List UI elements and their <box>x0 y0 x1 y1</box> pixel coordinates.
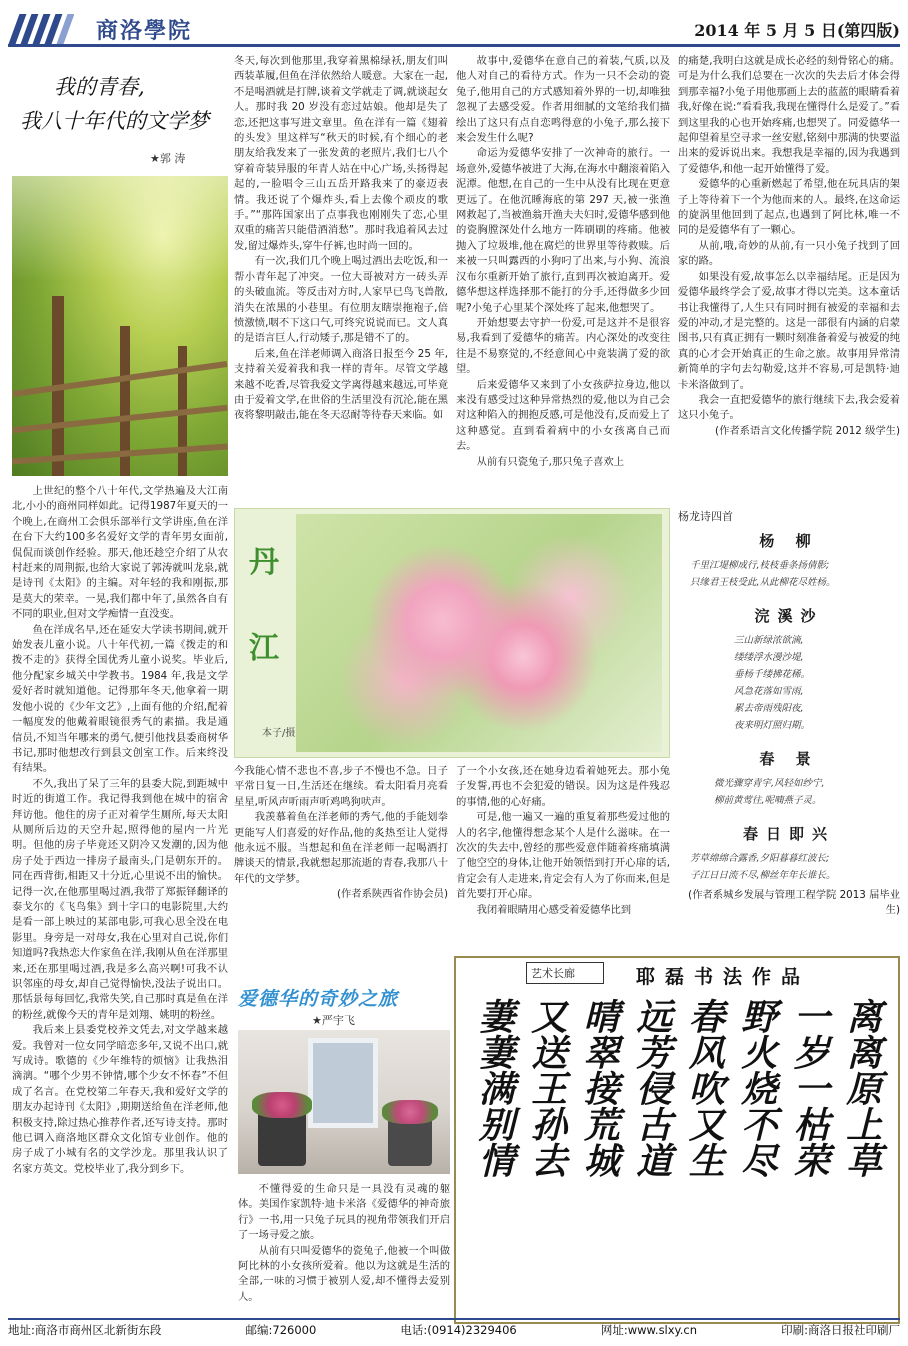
article2-paragraph: 从前,哦,奇妙的从前,有一只小兔子找到了回家的路。 <box>678 239 900 268</box>
calligraphy-column: 萋萋满别情 <box>473 998 516 1178</box>
article2-paragraph: 后来爱德华又来到了小女孩萨拉身边,他以来没有感受过这种异常热烈的爱,他以为自己会对这种陷入的拥抱反感,可是他没有,反而爱上了这种感觉。直到看着病中的小女孩离自己而去。 <box>456 378 670 453</box>
newspaper-name: 商洛學院 <box>96 18 193 44</box>
article1-paragraph: 后来,鱼在洋老师调入商洛日报至今 25 年,支持着关爱着我和我一样的青年。尽管文学越来越不吃香,尽管我爱文学离得越来越远,可毕竟由于爱着文学,在世俗的生活里没有沉沦,能在黑夜将黎明敲击,能在冬天忍耐等待春天来临。如 <box>234 347 448 422</box>
poem-line: 千里江堤柳成行,枝枝垂条扬倩影; <box>690 560 830 571</box>
article2-paragraph: 从前有只瓷兔子,那只兔子喜欢上 <box>476 455 625 468</box>
article2-paragraph: 可是,他一遍又一遍的重复着那些爱过他的人的名字,他懂得想念某个人是什么滋味。在一次次的失去中,曾经的那些爱意伴随着疼痛填满了他空空的身体,让他开始领悟到打开心扉的话,肯定会有人走进来,肯定会有人为了你而来,但是首先要打开心扉。 <box>456 811 670 901</box>
poem-line: 子江日日流不尽,柳丝年年长谁长。 <box>690 870 836 881</box>
article2-paragraph: 命运为爱德华安排了一次神奇的旅行。一场意外,爱德华被进了大海,在海水中翻滚着陷入泥潭。他想,在自己的一生中从没有比现在更意更远了。在他沉睡海底的第 297 天,被一张渔网救起了,当被渔翁开渔夫夫妇时,爱德华感到他的瓷胸膛深处什么地方一阵刷刷的疼痛。他被抛入了垃圾堆,他在腐烂的世界里等待救赎。后来被一只叫露西的小狗叼了出来,与小狗、流浪汉布尔重新开始了旅行,直到再次被迫离开。爱德华想这样选择那不能打的分手,还得做多少回呢?小兔子心里某个深处疼了起来,他想哭了。 <box>456 147 670 314</box>
article1-paragraph: 今我能心情不悲也不喜,步子不慢也不急。日子平常日复一日,生活还在继续。看太阳看月亮看星星,听风声听雨声听鸡鸣狗吠声。 <box>234 765 448 808</box>
article2-paragraph: 了一个小女孩,还在她身边看着她死去。那小兔子发誓,再也不会犯爱的错误。因为这是件残忍的事情,他的心好痛。 <box>456 765 670 808</box>
calligraphy-artwork <box>460 992 896 1320</box>
calligraphy-title: 耶磊书法作品 <box>636 966 811 988</box>
footer-rule <box>8 1318 900 1320</box>
article1-paragraph: 有一次,我们几个晚上喝过酒出去吃饭,和一帮小青年起了冲突。一位大哥被对方一砖头弄的头破血流。等反击对方时,人家早已鸟飞兽散,消失在浓黑的小巷里。有位朋友瞎崇拖袍子,倍愤激愤,咽不下这口气,可终究说说而已。文人真的是语言巨人,行动矮子,那是错不了的。 <box>234 255 448 345</box>
calligraphy-column: 远芳侵古道 <box>630 998 673 1178</box>
article1-paragraph: 鱼在洋成名早,还在延安大学读书期间,就开始发表儿童小说。八十年代初,一篇《拨走的和拨不走的》获得全国优秀儿童小说奖。毕业后,他分配家乡城关中学教书。1984 年,我是文学爱好者时就知道他。记得那年冬天,他拿着一期发他小说的《少年文艺》,上面有他的介绍,配着一幅度发的他戴着眼镜很秀气的素描。我是通信员,不知当年哪来的勇气,便引他找县委商树华书记,那时他想改行到县文创室工作。后来终没有结果。 <box>12 623 228 775</box>
article1-paragraph: 冬天,每次到他那里,我穿着黑棉绿袄,朋友们叫西装革履,但鱼在洋依然给人暖意。大家在一起,不是喝酒就是打牌,谈着文学就走了调,就谈起女人。那时我 20 岁没有恋过姑娘。他却是失了恋,还把这事写进文章里。鱼在洋有一篇《翅着的头发》里这样写“秋天的时候,有个细心的老朋友给我发来了一张发黄的老照片,我们七八个穿着奇装异服的年青人站在中心广场,头扬得起起的,一脸唱令三山五岳开路我来了的豪迈表情。我还说了个爆炸头,看上去像个顽皮的歌手。”“那阵国家出了点事我也刚刚失了恋,心里双重的痛苦只能借酒消愁”。那时我追着风去过发,留过爆炸头,穿牛仔裤,也时尚一回的。 <box>234 55 448 252</box>
danjiang-title <box>244 540 284 720</box>
article1-title <box>20 70 230 148</box>
article2-paragraph: 爱德华的心重新燃起了希望,他在玩具店的架子上等待着下一个为他而来的人。最终,在这命运的旋涡里他回到了起点,也遇到了阿比林,唯一不同的是爱德华有了一颗心。 <box>678 178 900 237</box>
masthead-stripes-icon <box>8 14 74 44</box>
poem-title: 杨 柳 <box>759 532 819 550</box>
poem-line: 夜来明灯照归期。 <box>734 720 811 731</box>
article1-paragraph: 我羡慕着鱼在洋老师的秀气,他的手能划拳更能写人们喜爱的好作品,他的炙热至让人觉得他永远不服。当想起和鱼在洋老师一起喝酒打牌谈天的情景,我就想起那流逝的青春,我那八十年代的文学梦。 <box>234 811 448 885</box>
article2-column5 <box>456 764 670 954</box>
calligraphy-column: 一岁一枯荣 <box>788 998 831 1178</box>
calligraphy-column: 野火烧不尽 <box>735 998 778 1178</box>
article1-paragraph: 不久,我出了呆了三年的县委大院,到距城中时近的街道工作。我记得我到他在城中的宿舍拜访他。他住的房子正对着学生厕所,每天太阳从厕所后边的天空升起,照得他的屋内一片光明。但他的房子毕竟还又阴冷又发潮的,因为他房子处于西边一排房子最南头,门是朝东开的。同在西背街,相距又十分近,心里说不出的愉快。记得一次,在他那里喝过酒,我带了郑振铎翻译的泰戈尔的《飞鸟集》到十字口的电影院里,大约是看一部上映过的某部电影,可我心思全没在电影里。身旁是一对母女,我在心里对自己说,你们知道吗?我热恋大作家鱼在洋,我刚从鱼在洋那里来,还在那里喝过酒,我是多么高兴啊!可我不认识邻座的母女,却自己觉得愉快,没法子说出口。那恬景每每回忆,我常失笑,自己那时真是鱼在洋的粉丝,就像今天的青年是刘翔、姚明的粉丝。 <box>12 777 228 1021</box>
art-gallery-tag: 艺术长廊 <box>526 962 604 984</box>
article2-paragraph: 开始想要去守护一份爱,可是这并不是很容易,我看到了爱德华的痛苦。内心深处的改变往往是不易察觉的,不经意间心中竟装满了爱的欲望。 <box>456 316 670 376</box>
poem-line: 柳前黄莺往,呢喃燕子灵。 <box>714 795 822 806</box>
article1-title-line2: 我八十年代的文学梦 <box>20 109 209 133</box>
flower-window-photo <box>238 1030 450 1174</box>
article2-paragraph: 故事中,爱德华在意自己的着装,气质,以及他人对自己的看待方式。作为一只不会动的瓷兔子,他用自己的方式感知着外界的一切,却唯独忽视了去感受爱。作者用细腻的文笔给我们描绘出了这只有点自恋鸣得意的小兔子,那么接下来会发生什么呢? <box>456 55 670 145</box>
issue-date: 2014 年 5 月 5 日(第四版) <box>694 21 900 40</box>
poem-line: 风急花落如雪雨, <box>734 686 804 697</box>
article2-paragraph: 我闭着眼睛用心感受着爱德华比到 <box>476 903 632 916</box>
footer-printer: 印刷:商洛日报社印刷厂 <box>781 1323 900 1337</box>
calligraphy-column: 春风吹又生 <box>683 998 726 1178</box>
masthead-rule <box>8 44 900 47</box>
article1-column2-top <box>234 54 448 504</box>
article2-paragraph: 如果没有爱,故事怎么以幸福结尾。正是因为爱德华最终学会了爱,故事才得以完美。这本童话书让我懂得了,人生只有同时拥有被爱的幸福和去爱的冲动,才是完整的。这是一部很有内涵的启蒙图书,只有真正拥有一颗时刻准备着爱与被爱的纯真的心才会开始真正的生命之旅。故事用异常清新简单的字句去勾勒爱,这并不容易,可是凯特·迪卡米洛做到了。 <box>678 270 900 391</box>
poem-title: 春 景 <box>759 750 819 768</box>
article1-column1 <box>12 484 228 1314</box>
poem-line: 微光骤穿青宇,风轻如纱宁, <box>714 778 825 789</box>
danjiang-title-char: 江 <box>249 631 279 666</box>
calligraphy-column: 又送王孙去 <box>525 998 568 1178</box>
article2-column3 <box>456 54 670 504</box>
poem-title: 春日即兴 <box>742 825 835 843</box>
poem-lines <box>678 632 900 734</box>
poem-line: 三山新绿浓欲滴, <box>734 635 804 646</box>
article2-title: 爱德华的奇妙之旅 <box>238 988 399 1010</box>
poem-line: 只缘君王枝受此,从此柳花尽姓杨。 <box>690 577 836 588</box>
poems-section <box>678 508 900 950</box>
cherry-blossom-photo <box>296 514 662 752</box>
article1-paragraph: 我后来上县委党校养文凭去,对文学越来越爱。我曾对一位女同学暗恋多年,又说不出口,就写成诗。歌德的《少年维特的烦恼》让我热泪滴漓。“哪个少男不钟情,哪个少女不怀春”不但成了名言。在党校第二年春天,我和爱好文学的朋友办起诗刊《太阳》,期期送给鱼在洋老师,他积极支持,除过热心推荐作者,还写诗支持。那时他已调入商洛地区群众文化馆专业创作。他的房子成了小城有名的文学沙龙。那里我认识了名家方英文。党校毕业了,我分到乡下。 <box>12 1024 228 1175</box>
poem-lines <box>678 557 900 591</box>
calligraphy-column: 离离原上草 <box>840 998 883 1178</box>
calligraphy-column: 晴翠接荒城 <box>578 998 621 1178</box>
article1-author-note: (作者系陕西省作协会员) <box>336 888 448 901</box>
footer <box>8 1322 900 1342</box>
poems-header: 杨龙诗四首 <box>678 510 733 523</box>
poem-line: 累去帝雨残阳夜, <box>734 703 804 714</box>
fence-photo <box>12 176 228 476</box>
poem-line: 缕缕浮水漫沙堤, <box>734 652 804 663</box>
article2-author: ★严宇飞 <box>312 1014 355 1027</box>
poems-author-note: (作者系城乡发展与管理工程学院 2013 届毕业生) <box>688 889 900 916</box>
article2-paragraph: 不懂得爱的生命只是一具没有灵魂的躯体。美国作家凯特·迪卡米洛《爱德华的神奇旅行》一书,用一只兔子玩具的视角带领我们开启了一场寻爱之旅。 <box>238 1183 450 1242</box>
article2-column4 <box>678 54 900 504</box>
article1-column2-bottom <box>234 764 448 954</box>
article1-author: ★郭 涛 <box>150 152 186 165</box>
article2-column6 <box>238 1182 450 1314</box>
poem-line: 垂杨千缕拂花稀。 <box>734 669 811 680</box>
poem-title: 浣溪沙 <box>754 607 824 625</box>
footer-phone: 电话:(0914)2329406 <box>400 1323 517 1337</box>
footer-postcode: 邮编:726000 <box>245 1323 317 1337</box>
footer-website[interactable]: 网址:www.slxy.cn <box>600 1323 697 1337</box>
article1-paragraph: 上世纪的整个八十年代,文学热遍及大江南北,小小的商州同样如此。记得1987年夏天的一个晚上,在商州工会俱乐部举行文学讲座,鱼在洋在台下大约100多名爱好文学的青年男女面前,侃侃而谈创作经验。那天,他还趁空介绍了从农村赶来的周荆振,也给大家说了郭涛就叫龙泉,就是诗刊《太阳》的主编。对年轻的我和刚振,那是莫大的荣幸。一晃,我们都中年了,虽然各自有不同的职业,但对文学痴情一直没变。 <box>12 485 228 621</box>
footer-address: 地址:商洛市商州区北新街东段 <box>8 1323 162 1337</box>
danjiang-title-char: 丹 <box>249 545 279 580</box>
article2-paragraph: 从前有只叫爱德华的瓷兔子,他被一个叫做阿比林的小女孩所爱着。他以为这就是生活的全部,一味的习惯于被别人爱,却不懂得去爱别人。 <box>238 1244 450 1303</box>
poem-lines <box>678 775 900 809</box>
poem-lines <box>678 850 900 884</box>
article2-paragraph: 的痛楚,我明白这就是成长必经的刻骨铭心的痛。可是为什么我们总要在一次次的失去后才体会得到那幸福?小兔子用他那画上去的蓝蓝的眼睛看着我,好像在说:“看看我,我现在懂得什么是爱了。”看到这里我的心也开始疼痛,也想哭了。同爱德华一起仰望着星空寻求一丝安慰,铭刻中那满的快要溢出来的爱诉说出来。我想我是幸福的,因为我遇到了爱德华,和他一起开始懂得了爱。 <box>678 55 900 175</box>
poem-line: 芳草绵绵合露香,夕阳暮暮红波长; <box>690 853 830 864</box>
article2-paragraph: 我会一直把爱德华的旅行继续下去,我会爱着这只小兔子。 <box>678 393 900 422</box>
article2-author-note: (作者系语言文化传播学院 2012 级学生) <box>715 424 900 437</box>
photo-caption: 本子/摄 <box>262 728 296 739</box>
article1-title-line1: 我的青春, <box>54 75 145 99</box>
